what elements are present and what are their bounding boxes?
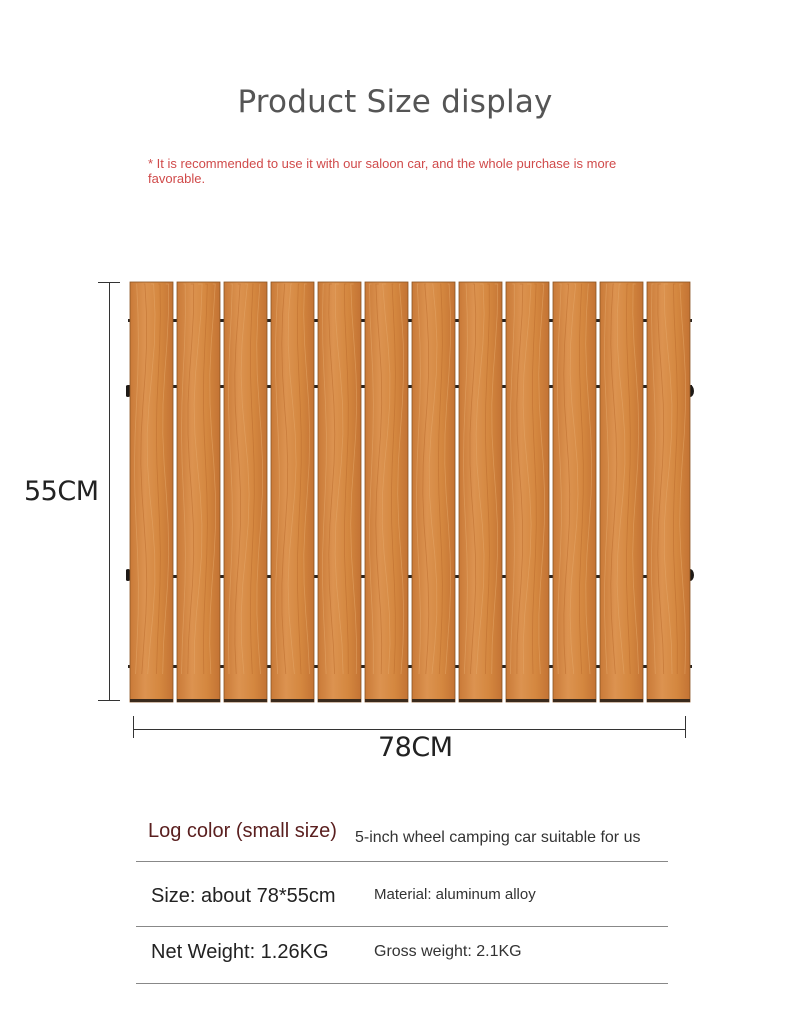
slat-edge — [600, 699, 643, 702]
slat-edge — [130, 699, 173, 702]
spec-compatibility: 5-inch wheel camping car suitable for us — [355, 829, 641, 846]
slat-edge — [553, 699, 596, 702]
spec-color-size: Log color (small size) — [148, 820, 337, 842]
spec-divider — [136, 926, 668, 927]
slat-edge — [459, 699, 502, 702]
height-dimension-bottom-tick — [98, 700, 120, 701]
wood-slat — [412, 282, 455, 702]
spec-net-weight: Net Weight: 1.26KG — [151, 941, 329, 963]
spec-size: Size: about 78*55cm — [151, 885, 336, 907]
height-dimension-label: 55CM — [24, 476, 99, 507]
width-dimension-left-tick — [133, 716, 134, 738]
slat-edge — [271, 699, 314, 702]
spec-divider — [136, 983, 668, 984]
spec-gross-weight: Gross weight: 2.1KG — [374, 943, 522, 960]
slat-edge — [177, 699, 220, 702]
slat-edge — [318, 699, 361, 702]
wooden-slats-illustration — [126, 279, 694, 705]
spec-divider — [136, 861, 668, 862]
wood-slat — [224, 282, 267, 702]
wood-slat — [600, 282, 643, 702]
wood-slat — [553, 282, 596, 702]
width-dimension-label: 78CM — [378, 732, 453, 763]
slat-edge — [224, 699, 267, 702]
height-dimension-line — [109, 282, 110, 700]
slat-edge — [506, 699, 549, 702]
slat-edge — [647, 699, 690, 702]
spec-material: Material: aluminum alloy — [374, 886, 536, 903]
wooden-table-top-image — [126, 279, 694, 705]
slat-edge — [412, 699, 455, 702]
slat-edge — [365, 699, 408, 702]
recommendation-note: * It is recommended to use it with our saloon car, and the whole purchase is more favorable. — [148, 156, 617, 186]
page-title: Product Size display — [237, 84, 553, 120]
width-dimension-line — [133, 729, 686, 730]
width-dimension-right-tick — [685, 716, 686, 738]
